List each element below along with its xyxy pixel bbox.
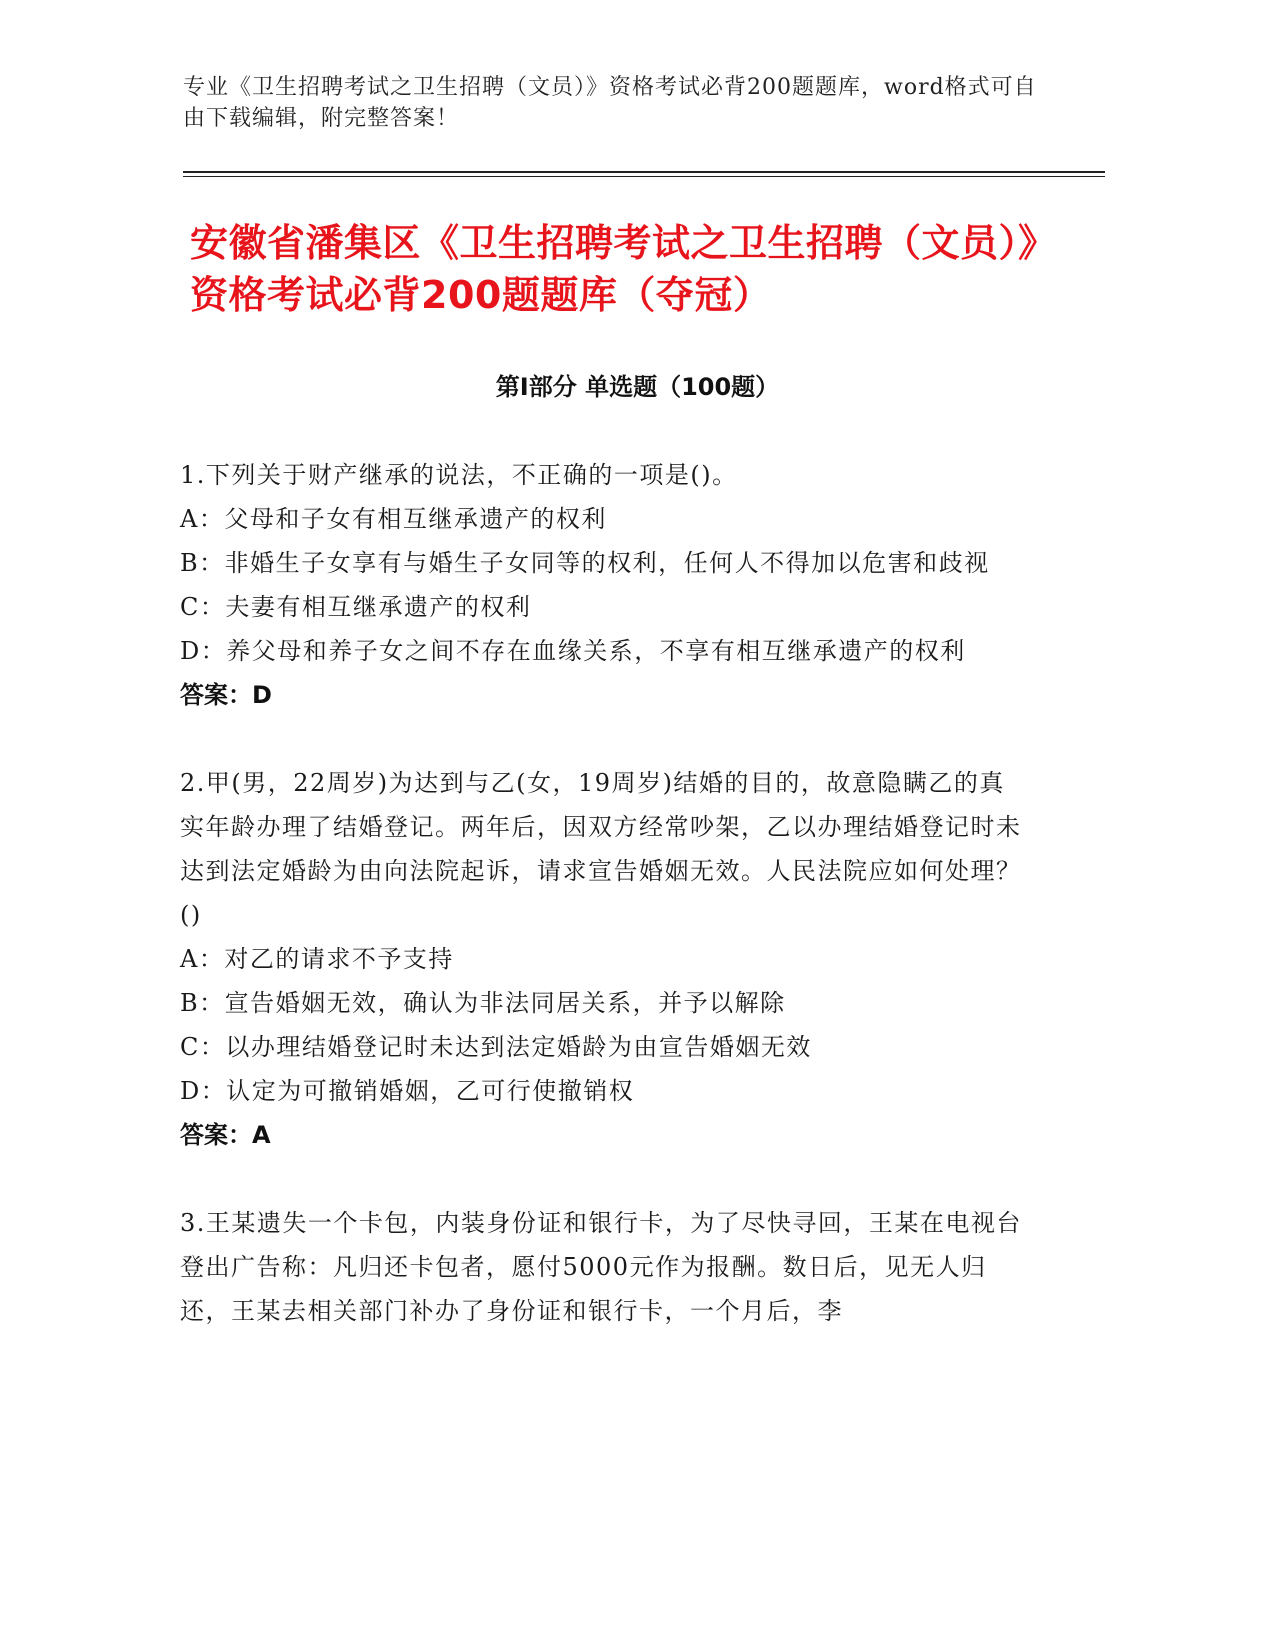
document-title: 安徽省潘集区《卫生招聘考试之卫生招聘（文员）》资格考试必背200题题库（夺冠） [190, 221, 1057, 317]
question-stem: 3.王某遗失一个卡包，内装身份证和银行卡，为了尽快寻回，王某在电视台登出广告称：凡归还卡包者，愿付5000元作为报酬。数日后，见无人归还，王某去相关部门补办了身份证和银行卡，一个月后，李 [180, 1209, 1022, 1325]
question-stem: 1.下列关于财产继承的说法，不正确的一项是()。 [180, 461, 738, 489]
question-1 [180, 453, 1030, 717]
header-rule-thick [183, 171, 1105, 173]
answer: 答案：D [180, 681, 272, 709]
header-rule-thin [183, 176, 1105, 177]
question-3 [180, 1201, 1030, 1333]
header-note: 专业《卫生招聘考试之卫生招聘（文员）》资格考试必背200题题库，word格式可自由下载编辑，附完整答案！ [183, 75, 1037, 131]
option-c: C：以办理结婚登记时未达到法定婚龄为由宣告婚姻无效 [180, 1033, 812, 1061]
option-d: D：认定为可撤销婚姻，乙可行使撤销权 [180, 1077, 635, 1105]
option-b: B：非婚生子女享有与婚生子女同等的权利，任何人不得加以危害和歧视 [180, 549, 990, 577]
option-a: A：父母和子女有相互继承遗产的权利 [180, 505, 607, 533]
question-list [180, 453, 1030, 1377]
section-heading: 第Ⅰ部分 单选题（100题） [495, 373, 780, 401]
option-c: C：夫妻有相互继承遗产的权利 [180, 593, 532, 621]
question-stem: 2.甲(男，22周岁)为达到与乙(女，19周岁)结婚的目的，故意隐瞒乙的真实年龄办理了结婚登记。两年后，因双方经常吵架，乙以办理结婚登记时未达到法定婚龄为由向法院起诉，请求宣告婚姻无效。人民法院应如何处理？() [180, 769, 1022, 929]
question-2 [180, 761, 1030, 1157]
option-d: D：养父母和养子女之间不存在血缘关系，不享有相互继承遗产的权利 [180, 637, 966, 665]
option-a: A：对乙的请求不予支持 [180, 945, 454, 973]
option-b: B：宣告婚姻无效，确认为非法同居关系，并予以解除 [180, 989, 786, 1017]
answer: 答案：A [180, 1121, 271, 1149]
